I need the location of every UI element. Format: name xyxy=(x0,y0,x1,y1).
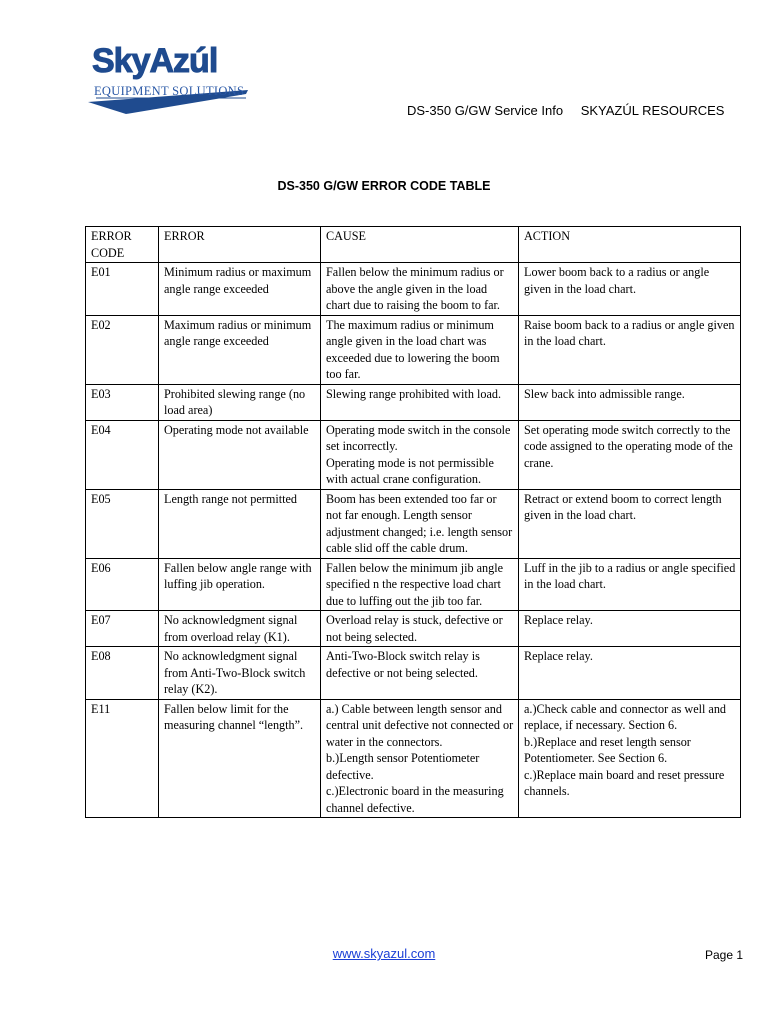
table-row xyxy=(86,558,741,611)
cell-action: Replace relay. xyxy=(519,611,741,647)
cell-action: Retract or extend boom to correct length given in the load chart. xyxy=(519,489,741,558)
cell-code: E07 xyxy=(86,611,159,647)
cell-code: E04 xyxy=(86,420,159,489)
page-number: Page 1 xyxy=(705,948,744,962)
table-row xyxy=(86,647,741,700)
cell-action: Lower boom back to a radius or angle given in the load chart. xyxy=(519,263,741,316)
company-logo xyxy=(86,40,256,120)
table-row xyxy=(86,384,741,420)
cell-cause: The maximum radius or minimum angle given in the load chart was exceeded due to lowering the boom too far. xyxy=(321,315,519,384)
cell-error: Fallen below limit for the measuring channel “length”. xyxy=(159,699,321,818)
logo-wordmark: SkyAzúl xyxy=(92,42,218,80)
cell-error: Maximum radius or minimum angle range exceeded xyxy=(159,315,321,384)
cell-error: No acknowledgment signal from Anti-Two-Block switch relay (K2). xyxy=(159,647,321,700)
table-row xyxy=(86,489,741,558)
table-header-row xyxy=(86,227,741,263)
table-row xyxy=(86,699,741,818)
header-cause: CAUSE xyxy=(321,227,519,263)
cell-error: Operating mode not available xyxy=(159,420,321,489)
cell-error: Length range not permitted xyxy=(159,489,321,558)
cell-cause: Operating mode switch in the console set incorrectly. Operating mode is not permissible with actual crane configuration. xyxy=(321,420,519,489)
header-doc-title: DS-350 G/GW Service Info xyxy=(407,103,564,118)
header-action: ACTION xyxy=(519,227,741,263)
page-title: DS-350 G/GW ERROR CODE TABLE xyxy=(277,179,491,193)
cell-cause: Boom has been extended too far or not far enough. Length sensor adjustment changed; i.e. length sensor cable slid off the cable drum. xyxy=(321,489,519,558)
cell-action: Slew back into admissible range. xyxy=(519,384,741,420)
logo-tagline: EQUIPMENT SOLUTIONS xyxy=(94,84,245,98)
header-company: SKYAZÚL RESOURCES xyxy=(580,103,725,118)
cell-action: Raise boom back to a radius or angle given in the load chart. xyxy=(519,315,741,384)
table-row xyxy=(86,263,741,316)
cell-code: E08 xyxy=(86,647,159,700)
cell-error: Minimum radius or maximum angle range exceeded xyxy=(159,263,321,316)
cell-code: E03 xyxy=(86,384,159,420)
table-row xyxy=(86,611,741,647)
cell-cause: a.) Cable between length sensor and central unit defective not connected or water in the connectors. b.)Length sensor Potentiometer defective. c.)Electronic board in the measuring channel defective. xyxy=(321,699,519,818)
error-code-table xyxy=(85,226,741,818)
table-row xyxy=(86,420,741,489)
cell-cause: Fallen below the minimum jib angle specified n the respective load chart due to luffing out the jib too far. xyxy=(321,558,519,611)
header-error-code: ERROR CODE xyxy=(86,227,159,263)
website-link[interactable]: www.skyazul.com xyxy=(332,946,436,961)
cell-cause: Fallen below the minimum radius or above the angle given in the load chart due to raising the boom to far. xyxy=(321,263,519,316)
cell-code: E11 xyxy=(86,699,159,818)
cell-code: E06 xyxy=(86,558,159,611)
cell-code: E02 xyxy=(86,315,159,384)
cell-action: a.)Check cable and connector as well and replace, if necessary. Section 6. b.)Replace and reset length sensor Potentiometer. See Section 6. c.)Replace main board and reset pressure channels. xyxy=(519,699,741,818)
cell-error: Fallen below angle range with luffing jib operation. xyxy=(159,558,321,611)
cell-action: Replace relay. xyxy=(519,647,741,700)
cell-cause: Slewing range prohibited with load. xyxy=(321,384,519,420)
cell-error: Prohibited slewing range (no load area) xyxy=(159,384,321,420)
header-error: ERROR xyxy=(159,227,321,263)
table-row xyxy=(86,315,741,384)
cell-error: No acknowledgment signal from overload relay (K1). xyxy=(159,611,321,647)
cell-cause: Overload relay is stuck, defective or not being selected. xyxy=(321,611,519,647)
cell-code: E01 xyxy=(86,263,159,316)
cell-action: Luff in the jib to a radius or angle specified in the load chart. xyxy=(519,558,741,611)
cell-code: E05 xyxy=(86,489,159,558)
page-header xyxy=(407,103,724,118)
cell-cause: Anti-Two-Block switch relay is defective or not being selected. xyxy=(321,647,519,700)
cell-action: Set operating mode switch correctly to the code assigned to the operating mode of the crane. xyxy=(519,420,741,489)
